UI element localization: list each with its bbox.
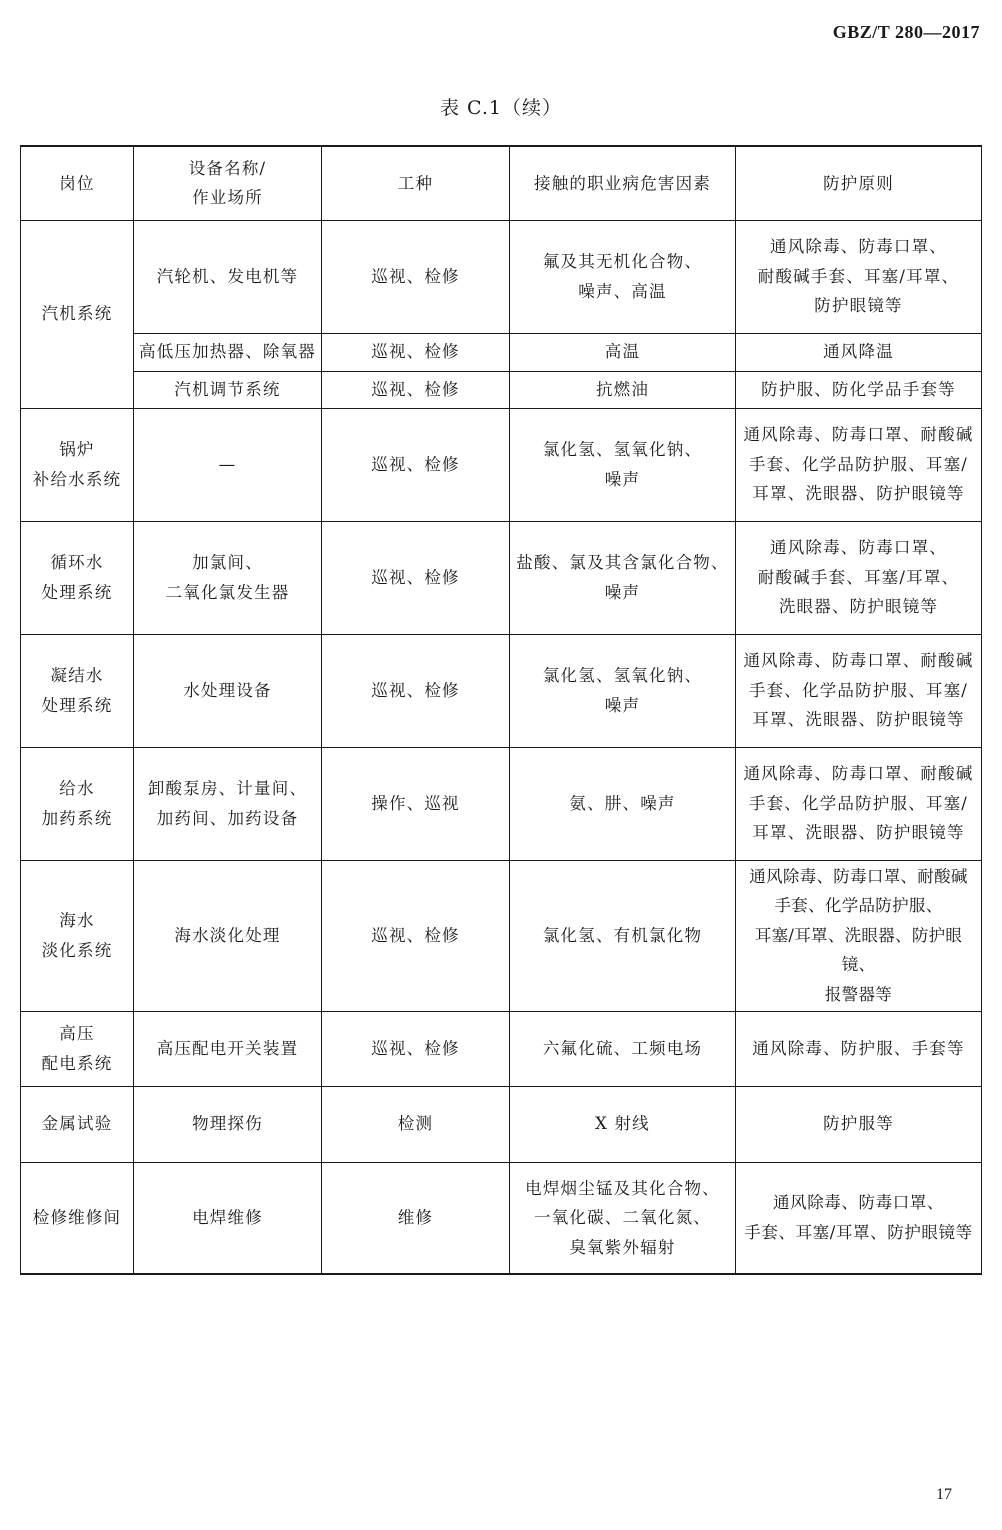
cell-protection: 通风除毒、防毒口罩、耐酸碱 手套、化学品防护服、 耳塞/耳罩、洗眼器、防护眼镜、 报警器等 (736, 860, 982, 1011)
cell-post: 高压 配电系统 (21, 1011, 134, 1086)
cell-protection: 通风除毒、防护服、手套等 (736, 1011, 982, 1086)
cell-equipment: 水处理设备 (134, 634, 322, 747)
cell-equipment: 汽轮机、发电机等 (134, 220, 322, 333)
table-row (21, 1086, 982, 1162)
cell-job: 检测 (322, 1086, 510, 1162)
cell-post: 海水 淡化系统 (21, 860, 134, 1011)
cell-hazards: 盐酸、氯及其含氯化合物、 噪声 (510, 521, 736, 634)
cell-protection: 通风除毒、防毒口罩、 耐酸碱手套、耳塞/耳罩、 防护眼镜等 (736, 220, 982, 333)
table-row (21, 371, 982, 408)
column-header-job: 工种 (322, 146, 510, 220)
table-row (21, 220, 982, 333)
cell-job: 巡视、检修 (322, 860, 510, 1011)
table-row (21, 521, 982, 634)
cell-protection: 通风除毒、防毒口罩、耐酸碱 手套、化学品防护服、耳塞/ 耳罩、洗眼器、防护眼镜等 (736, 747, 982, 860)
cell-post: 金属试验 (21, 1086, 134, 1162)
page-number: 17 (936, 1486, 952, 1503)
table-row (21, 860, 982, 1011)
cell-hazards: 高温 (510, 333, 736, 371)
cell-hazards: 氯化氢、氢氧化钠、 噪声 (510, 634, 736, 747)
cell-protection: 通风降温 (736, 333, 982, 371)
cell-equipment: 加氯间、 二氧化氯发生器 (134, 521, 322, 634)
cell-hazards: 电焊烟尘锰及其化合物、 一氧化碳、二氧化氮、 臭氧紫外辐射 (510, 1162, 736, 1274)
cell-job: 操作、巡视 (322, 747, 510, 860)
cell-equipment: 汽机调节系统 (134, 371, 322, 408)
column-header-equipment: 设备名称/ 作业场所 (134, 146, 322, 220)
table-row (21, 333, 982, 371)
cell-hazards: 抗燃油 (510, 371, 736, 408)
cell-hazards: 氟及其无机化合物、 噪声、高温 (510, 220, 736, 333)
cell-job: 巡视、检修 (322, 1011, 510, 1086)
cell-post: 锅炉 补给水系统 (21, 408, 134, 521)
table-row (21, 1162, 982, 1274)
cell-protection: 防护服、防化学品手套等 (736, 371, 982, 408)
cell-hazards: X 射线 (510, 1086, 736, 1162)
cell-hazards: 氯化氢、氢氧化钠、 噪声 (510, 408, 736, 521)
column-header-hazards: 接触的职业病危害因素 (510, 146, 736, 220)
cell-hazards: 氯化氢、有机氯化物 (510, 860, 736, 1011)
cell-job: 巡视、检修 (322, 333, 510, 371)
table-row (21, 634, 982, 747)
cell-post: 给水 加药系统 (21, 747, 134, 860)
cell-post: 检修维修间 (21, 1162, 134, 1274)
cell-post: 循环水 处理系统 (21, 521, 134, 634)
cell-protection: 通风除毒、防毒口罩、耐酸碱 手套、化学品防护服、耳塞/ 耳罩、洗眼器、防护眼镜等 (736, 408, 982, 521)
cell-post: 汽机系统 (21, 220, 134, 408)
cell-job: 维修 (322, 1162, 510, 1274)
cell-equipment: 高低压加热器、除氧器 (134, 333, 322, 371)
table-header-row (21, 146, 982, 220)
cell-equipment: — (134, 408, 322, 521)
table-row (21, 408, 982, 521)
cell-equipment: 海水淡化处理 (134, 860, 322, 1011)
hazard-protection-table (20, 145, 982, 1275)
cell-equipment: 物理探伤 (134, 1086, 322, 1162)
cell-hazards: 氨、肼、噪声 (510, 747, 736, 860)
cell-post: 凝结水 处理系统 (21, 634, 134, 747)
column-header-protection: 防护原则 (736, 146, 982, 220)
cell-job: 巡视、检修 (322, 220, 510, 333)
cell-protection: 通风除毒、防毒口罩、耐酸碱 手套、化学品防护服、耳塞/ 耳罩、洗眼器、防护眼镜等 (736, 634, 982, 747)
cell-job: 巡视、检修 (322, 521, 510, 634)
cell-protection: 防护服等 (736, 1086, 982, 1162)
column-header-post: 岗位 (21, 146, 134, 220)
cell-protection: 通风除毒、防毒口罩、 耐酸碱手套、耳塞/耳罩、 洗眼器、防护眼镜等 (736, 521, 982, 634)
cell-job: 巡视、检修 (322, 371, 510, 408)
cell-job: 巡视、检修 (322, 408, 510, 521)
standard-code: GBZ/T 280—2017 (832, 22, 980, 42)
cell-equipment: 高压配电开关装置 (134, 1011, 322, 1086)
table-title: 表 C.1（续） (439, 97, 563, 119)
cell-equipment: 电焊维修 (134, 1162, 322, 1274)
table-row (21, 1011, 982, 1086)
table-row (21, 747, 982, 860)
cell-equipment: 卸酸泵房、计量间、 加药间、加药设备 (134, 747, 322, 860)
cell-job: 巡视、检修 (322, 634, 510, 747)
cell-hazards: 六氟化硫、工频电场 (510, 1011, 736, 1086)
cell-protection: 通风除毒、防毒口罩、 手套、耳塞/耳罩、防护眼镜等 (736, 1162, 982, 1274)
